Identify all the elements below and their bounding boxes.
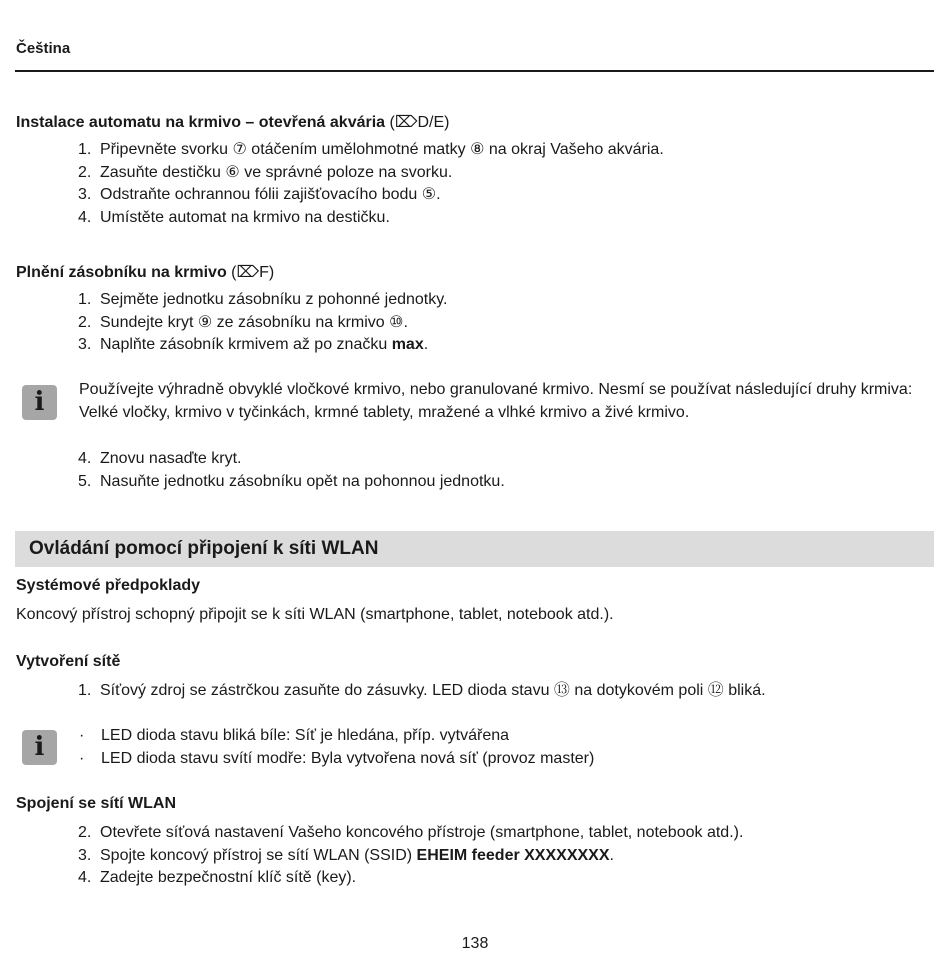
list-item: 1. Sejměte jednotku zásobníku z pohonné jednotky. bbox=[78, 291, 448, 308]
connect-steps bbox=[78, 822, 743, 890]
heading-text: Instalace automatu na krmivo – otevřená akvária bbox=[16, 114, 386, 131]
heading-text: Plnění zásobníku na krmivo bbox=[16, 264, 227, 281]
section-title: Ovládání pomocí připojení k síti WLAN bbox=[29, 538, 379, 559]
list-item: 3. Naplňte zásobník krmivem až po značku max. bbox=[78, 336, 429, 354]
create-network-steps bbox=[78, 680, 766, 703]
requirements-heading: Systémové předpoklady bbox=[16, 577, 201, 594]
note-text: Používejte výhradně obvyklé vločkové krmivo, nebo granulované krmivo. Nesmí se používat následující druhy krmiva: Velké vločky, krmivo v tyčinkách, krmné tablety, mražené a vlhké krmivo a živé krmivo. bbox=[79, 381, 913, 421]
requirements-text: Koncový přístroj schopný připojit se k síti WLAN (smartphone, tablet, notebook atd.). bbox=[16, 606, 614, 623]
connect-heading: Spojení se sítí WLAN bbox=[16, 795, 177, 812]
list-item: 1. Síťový zdroj se zástrčkou zasuňte do zásuvky. LED dioda stavu ⑬ na dotykovém poli ⑫ bliká. bbox=[78, 682, 766, 699]
figure-reference: (⌦F) bbox=[231, 264, 275, 281]
list-item: 4. Znovu nasaďte kryt. bbox=[78, 450, 242, 467]
led-status-notes bbox=[79, 725, 594, 770]
header-rule bbox=[15, 70, 934, 72]
list-item: 4. Umístěte automat na krmivo na destičku. bbox=[78, 209, 390, 227]
list-item: 2. Otevřete síťová nastavení Vašeho koncového přístroje (smartphone, tablet, notebook atd.). bbox=[78, 824, 744, 841]
language-header: Čeština bbox=[16, 40, 71, 57]
info-icon: i bbox=[22, 385, 57, 420]
figure-reference: (⌦D/E) bbox=[389, 114, 450, 131]
list-item: 3. Odstraňte ochrannou fólii zajišťovacího bodu ⑤. bbox=[78, 186, 441, 204]
list-item: 5. Nasuňte jednotku zásobníku opět na pohonnou jednotku. bbox=[78, 472, 505, 490]
list-item: 1. Připevněte svorku ⑦ otáčením umělohmotné matky ⑧ na okraj Vašeho akvária. bbox=[78, 141, 664, 158]
section-heading-installation bbox=[16, 112, 449, 132]
list-item: · LED dioda stavu bliká bíle: Síť je hledána, příp. vytvářena bbox=[79, 727, 510, 744]
list-item: 2. Sundejte kryt ⑨ ze zásobníku na krmivo ⑩. bbox=[78, 313, 408, 331]
page-number: 138 bbox=[461, 935, 489, 952]
filling-steps bbox=[78, 289, 448, 357]
filling-steps-continued bbox=[78, 448, 505, 493]
list-item: 4. Zadejte bezpečnostní klíč sítě (key). bbox=[78, 869, 357, 887]
list-item: · LED dioda stavu svítí modře: Byla vytvořena nová síť (provoz master) bbox=[79, 749, 595, 767]
info-icon: i bbox=[22, 730, 57, 765]
list-item: 3. Spojte koncový přístroj se sítí WLAN (SSID) EHEIM feeder XXXXXXXX. bbox=[78, 846, 614, 864]
section-band bbox=[15, 531, 934, 567]
section-heading-filling bbox=[16, 262, 274, 282]
list-item: 2. Zasuňte destičku ⑥ ve správné poloze na svorku. bbox=[78, 163, 453, 181]
installation-steps bbox=[78, 139, 664, 230]
create-network-heading: Vytvoření sítě bbox=[16, 653, 121, 670]
